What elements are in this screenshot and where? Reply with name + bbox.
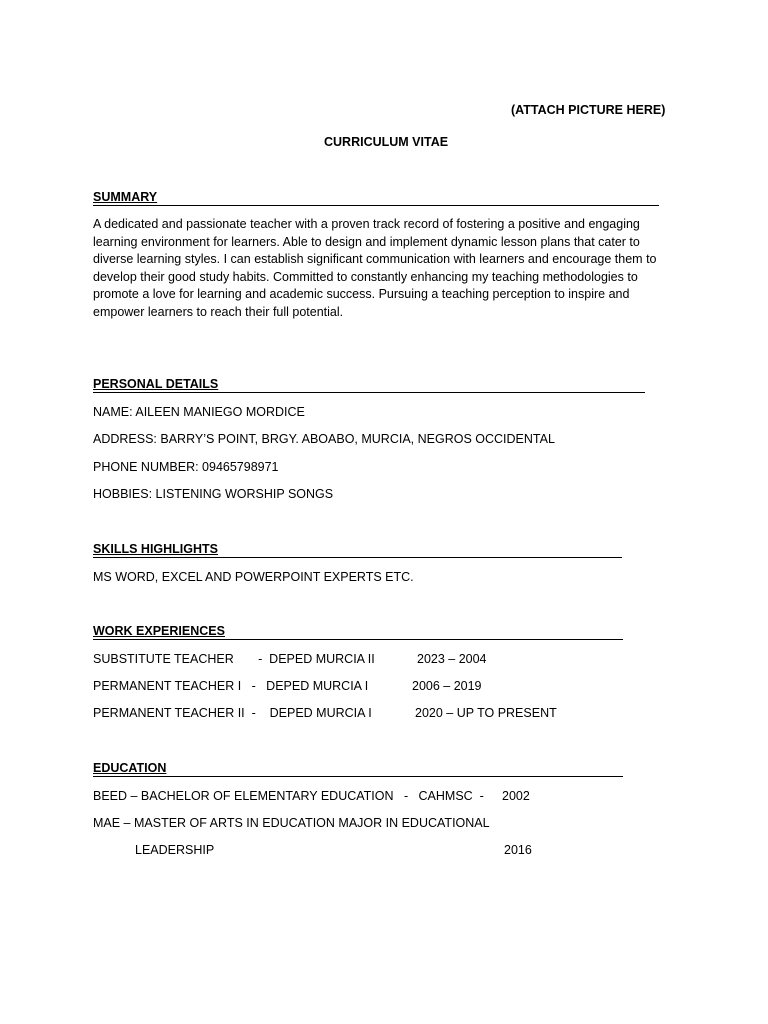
skills-heading-text: SKILLS HIGHLIGHTS bbox=[93, 542, 218, 556]
work-experiences-heading bbox=[93, 624, 623, 640]
work-experiences-heading-text: WORK EXPERIENCES bbox=[93, 624, 225, 638]
summary-paragraph: A dedicated and passionate teacher with a proven track record of fostering a positive and engaging learning environment for learners. Able to design and implement dynamic lesson plans that cater to diverse learning styles. I can establish significant communication with learners and encourage them to develop their good study habits. Committed to constantly enhancing my teaching methodologies to promote a love for learning and academic success. Pursuing a teaching perception to inspire and empower learners to reach their full potential. bbox=[93, 217, 657, 319]
summary-heading bbox=[93, 190, 659, 206]
education-mae-year: 2016 bbox=[504, 843, 532, 857]
personal-details-heading bbox=[93, 377, 645, 393]
education-heading bbox=[93, 761, 623, 777]
work-row-position: SUBSTITUTE TEACHER - DEPED MURCIA II bbox=[93, 652, 375, 666]
work-row-years: 2006 – 2019 bbox=[412, 679, 482, 693]
document-title: CURRICULUM VITAE bbox=[324, 135, 449, 149]
work-row-years: 2020 – UP TO PRESENT bbox=[415, 706, 557, 720]
work-row-position: PERMANENT TEACHER I - DEPED MURCIA I bbox=[93, 679, 369, 693]
work-row-position: PERMANENT TEACHER II - DEPED MURCIA I bbox=[93, 706, 372, 720]
work-row-years: 2023 – 2004 bbox=[417, 652, 487, 666]
personal-name: NAME: AILEEN MANIEGO MORDICE bbox=[93, 405, 305, 419]
summary-heading-text: SUMMARY bbox=[93, 190, 158, 204]
education-mae-line2: LEADERSHIP bbox=[135, 843, 215, 857]
personal-phone: PHONE NUMBER: 09465798971 bbox=[93, 460, 279, 474]
personal-hobbies: HOBBIES: LISTENING WORSHIP SONGS bbox=[93, 487, 334, 501]
skills-text: MS WORD, EXCEL AND POWERPOINT EXPERTS ETC. bbox=[93, 570, 414, 584]
education-heading-text: EDUCATION bbox=[93, 761, 167, 775]
personal-address: ADDRESS: BARRY’S POINT, BRGY. ABOABO, MURCIA, NEGROS OCCIDENTAL bbox=[93, 432, 555, 446]
personal-details-heading-text: PERSONAL DETAILS bbox=[93, 377, 219, 391]
education-beed: BEED – BACHELOR OF ELEMENTARY EDUCATION - CAHMSC - bbox=[93, 789, 484, 803]
attach-picture-note: (ATTACH PICTURE HERE) bbox=[511, 103, 666, 117]
skills-heading bbox=[93, 542, 622, 558]
education-beed-year: 2002 bbox=[502, 789, 530, 803]
education-mae-line1: MAE – MASTER OF ARTS IN EDUCATION MAJOR IN EDUCATIONAL bbox=[93, 816, 490, 830]
